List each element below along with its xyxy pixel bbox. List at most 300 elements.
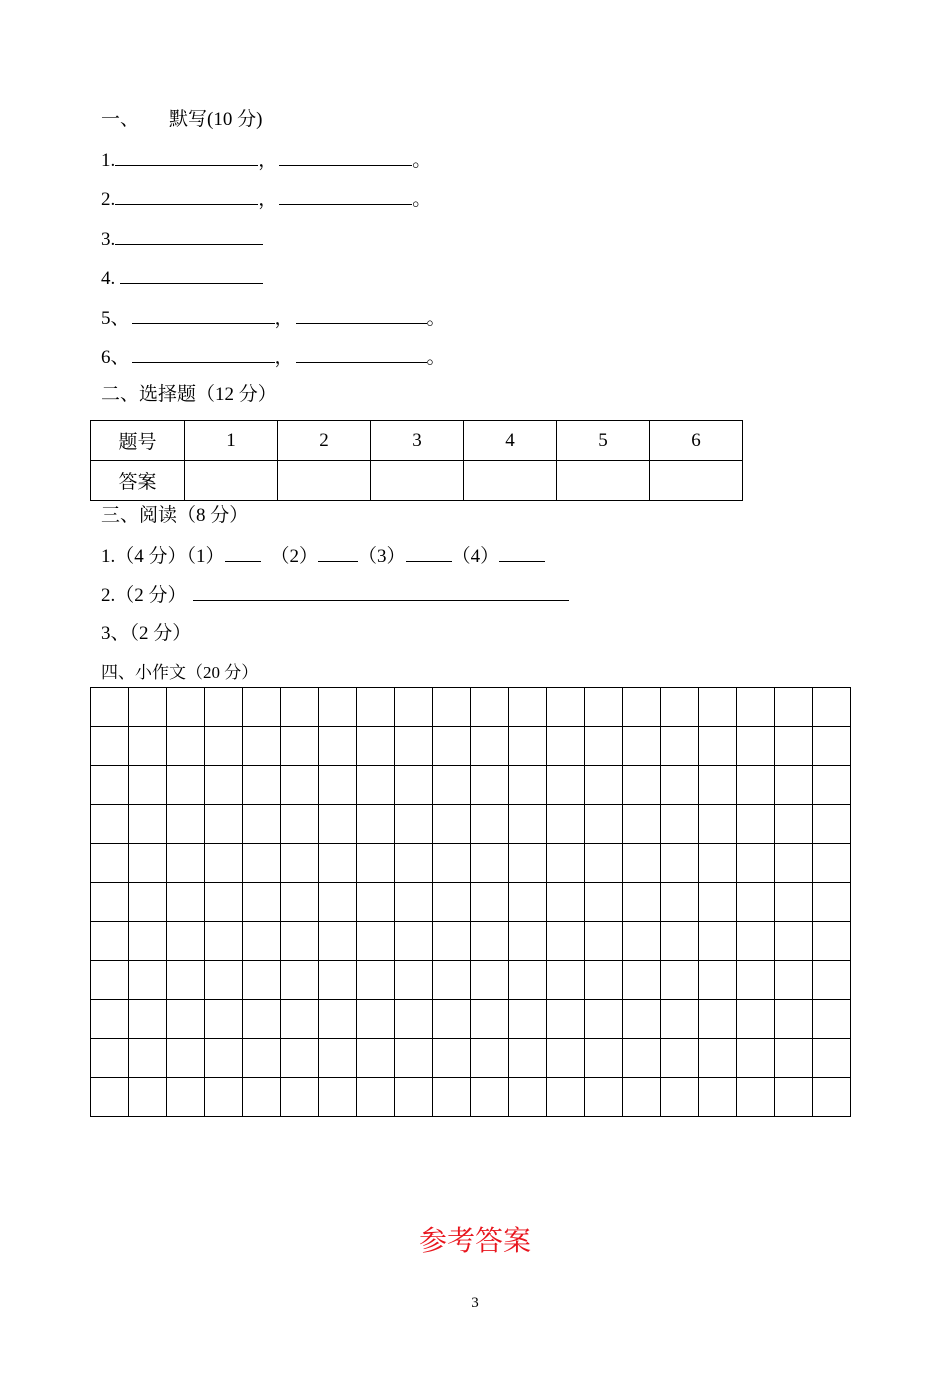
grid-cell[interactable]: [661, 883, 699, 922]
grid-cell[interactable]: [167, 922, 205, 961]
grid-cell[interactable]: [205, 961, 243, 1000]
grid-cell[interactable]: [167, 766, 205, 805]
grid-cell[interactable]: [661, 844, 699, 883]
grid-cell[interactable]: [395, 766, 433, 805]
grid-cell[interactable]: [661, 727, 699, 766]
grid-cell[interactable]: [775, 805, 813, 844]
answer-blank[interactable]: [132, 346, 275, 363]
grid-cell[interactable]: [775, 766, 813, 805]
grid-cell[interactable]: [623, 688, 661, 727]
grid-cell[interactable]: [395, 883, 433, 922]
grid-cell[interactable]: [775, 1039, 813, 1078]
grid-cell[interactable]: [585, 766, 623, 805]
grid-cell[interactable]: [243, 844, 281, 883]
dictation-item-4: [101, 267, 263, 290]
grid-cell[interactable]: [167, 1000, 205, 1039]
grid-cell[interactable]: [129, 805, 167, 844]
answer-blank[interactable]: [115, 149, 258, 166]
grid-cell[interactable]: [395, 961, 433, 1000]
grid-cell[interactable]: [319, 961, 357, 1000]
grid-cell[interactable]: [129, 883, 167, 922]
question-number: 1: [185, 421, 278, 461]
end-mark: 。: [426, 308, 446, 329]
section1-heading: [101, 109, 262, 131]
grid-cell[interactable]: [509, 1039, 547, 1078]
grid-cell[interactable]: [471, 727, 509, 766]
grid-cell[interactable]: [585, 805, 623, 844]
grid-cell[interactable]: [205, 688, 243, 727]
grid-cell[interactable]: [433, 1078, 471, 1117]
grid-cell[interactable]: [319, 1000, 357, 1039]
grid-cell[interactable]: [509, 688, 547, 727]
grid-cell[interactable]: [205, 1039, 243, 1078]
grid-cell[interactable]: [433, 844, 471, 883]
grid-cell[interactable]: [471, 1078, 509, 1117]
grid-cell[interactable]: [395, 1078, 433, 1117]
answer-blank[interactable]: [193, 584, 569, 601]
grid-cell[interactable]: [509, 844, 547, 883]
grid-cell[interactable]: [281, 1078, 319, 1117]
section2-heading: 二、选择题（12 分）: [101, 384, 277, 405]
section1-heading-title: 默写(10 分): [169, 109, 263, 130]
answer-blank[interactable]: [296, 307, 427, 324]
grid-cell[interactable]: [281, 805, 319, 844]
answer-blank[interactable]: [279, 188, 412, 205]
grid-cell[interactable]: [737, 1000, 775, 1039]
answer-blank[interactable]: [499, 545, 545, 562]
grid-cell[interactable]: [547, 922, 585, 961]
question-number-row: [91, 421, 743, 461]
grid-cell[interactable]: [357, 883, 395, 922]
question-number: 3: [371, 421, 464, 461]
answer-blank[interactable]: [318, 545, 358, 562]
grid-cell[interactable]: [205, 727, 243, 766]
question-number: 2: [278, 421, 371, 461]
question-label: 1.（4 分）: [101, 546, 187, 567]
grid-cell[interactable]: [623, 805, 661, 844]
grid-cell[interactable]: [281, 922, 319, 961]
grid-cell[interactable]: [661, 688, 699, 727]
answer-blank[interactable]: [225, 545, 261, 562]
grid-cell[interactable]: [91, 1000, 129, 1039]
grid-row: [91, 688, 851, 727]
grid-cell[interactable]: [471, 844, 509, 883]
answer-cell[interactable]: [371, 461, 464, 501]
grid-cell[interactable]: [813, 844, 851, 883]
grid-cell[interactable]: [775, 1000, 813, 1039]
grid-cell[interactable]: [395, 1039, 433, 1078]
grid-cell[interactable]: [281, 961, 319, 1000]
grid-cell[interactable]: [813, 922, 851, 961]
question-number-header: 题号: [91, 421, 185, 461]
grid-cell[interactable]: [699, 961, 737, 1000]
section3-heading: 三、阅读（8 分）: [101, 505, 249, 526]
grid-cell[interactable]: [357, 805, 395, 844]
grid-cell[interactable]: [129, 1000, 167, 1039]
grid-cell[interactable]: [91, 805, 129, 844]
grid-cell[interactable]: [699, 883, 737, 922]
dictation-item-3: [101, 228, 263, 251]
grid-cell[interactable]: [737, 961, 775, 1000]
grid-cell[interactable]: [433, 805, 471, 844]
item-label: 1.: [101, 150, 116, 171]
grid-cell[interactable]: [813, 1000, 851, 1039]
grid-cell[interactable]: [547, 1000, 585, 1039]
grid-cell[interactable]: [813, 727, 851, 766]
grid-cell[interactable]: [319, 1078, 357, 1117]
part-label: （2）: [270, 546, 319, 567]
reading-question-1: [101, 545, 545, 568]
dictation-item-2: [101, 188, 431, 211]
answer-row: [91, 461, 743, 501]
grid-cell[interactable]: [585, 1039, 623, 1078]
grid-cell[interactable]: [357, 688, 395, 727]
grid-cell[interactable]: [357, 922, 395, 961]
grid-cell[interactable]: [585, 844, 623, 883]
grid-cell[interactable]: [433, 688, 471, 727]
grid-cell[interactable]: [357, 1078, 395, 1117]
grid-cell[interactable]: [509, 961, 547, 1000]
item-label: 2.: [101, 189, 116, 210]
grid-cell[interactable]: [319, 883, 357, 922]
question-number: 5: [557, 421, 650, 461]
grid-cell[interactable]: [129, 922, 167, 961]
grid-cell[interactable]: [737, 805, 775, 844]
answer-cell[interactable]: [185, 461, 278, 501]
grid-cell[interactable]: [775, 1078, 813, 1117]
grid-cell[interactable]: [813, 883, 851, 922]
part-label: （4）: [451, 546, 500, 567]
grid-cell[interactable]: [585, 727, 623, 766]
answer-key-title: 参考答案: [418, 1226, 531, 1257]
grid-cell[interactable]: [205, 922, 243, 961]
grid-cell[interactable]: [319, 688, 357, 727]
grid-cell[interactable]: [129, 1039, 167, 1078]
end-mark: 。: [412, 150, 432, 171]
grid-cell[interactable]: [91, 688, 129, 727]
grid-cell[interactable]: [281, 883, 319, 922]
separator: ，: [258, 150, 278, 171]
grid-cell[interactable]: [471, 1039, 509, 1078]
grid-cell[interactable]: [205, 1078, 243, 1117]
grid-cell[interactable]: [91, 727, 129, 766]
grid-cell[interactable]: [509, 805, 547, 844]
grid-cell[interactable]: [357, 1039, 395, 1078]
grid-cell[interactable]: [471, 883, 509, 922]
grid-cell[interactable]: [91, 844, 129, 883]
grid-cell[interactable]: [813, 766, 851, 805]
page-number: 3: [471, 1295, 479, 1311]
separator: ，: [274, 308, 294, 329]
section4-heading: 四、小作文（20 分）: [101, 663, 259, 682]
answer-cell[interactable]: [557, 461, 650, 501]
grid-cell[interactable]: [129, 1078, 167, 1117]
grid-cell[interactable]: [91, 961, 129, 1000]
dictation-item-6: [101, 346, 446, 369]
grid-cell[interactable]: [243, 727, 281, 766]
grid-cell[interactable]: [737, 883, 775, 922]
grid-cell[interactable]: [775, 727, 813, 766]
grid-cell[interactable]: [509, 883, 547, 922]
grid-cell[interactable]: [471, 766, 509, 805]
grid-cell[interactable]: [737, 766, 775, 805]
grid-cell[interactable]: [395, 844, 433, 883]
grid-cell[interactable]: [775, 844, 813, 883]
dictation-item-1: [101, 149, 431, 172]
grid-cell[interactable]: [433, 883, 471, 922]
grid-row: [91, 1000, 851, 1039]
grid-cell[interactable]: [91, 766, 129, 805]
reading-question-2: [101, 584, 569, 607]
grid-cell[interactable]: [319, 766, 357, 805]
grid-row: [91, 922, 851, 961]
grid-cell[interactable]: [699, 922, 737, 961]
item-label: 6、: [101, 347, 130, 368]
grid-cell[interactable]: [547, 1078, 585, 1117]
grid-cell[interactable]: [205, 844, 243, 883]
grid-cell[interactable]: [243, 883, 281, 922]
grid-row: [91, 1039, 851, 1078]
composition-grid[interactable]: [90, 687, 851, 1117]
grid-cell[interactable]: [699, 688, 737, 727]
grid-cell[interactable]: [661, 961, 699, 1000]
section1-heading-num: 一、: [101, 109, 140, 130]
grid-cell[interactable]: [471, 922, 509, 961]
grid-cell[interactable]: [737, 844, 775, 883]
grid-cell[interactable]: [319, 805, 357, 844]
grid-cell[interactable]: [395, 1000, 433, 1039]
grid-cell[interactable]: [699, 1039, 737, 1078]
grid-cell[interactable]: [585, 922, 623, 961]
grid-cell[interactable]: [91, 922, 129, 961]
grid-cell[interactable]: [357, 766, 395, 805]
grid-cell[interactable]: [357, 727, 395, 766]
end-mark: 。: [412, 189, 432, 210]
grid-cell[interactable]: [167, 961, 205, 1000]
grid-row: [91, 727, 851, 766]
grid-cell[interactable]: [813, 805, 851, 844]
grid-cell[interactable]: [623, 727, 661, 766]
grid-cell[interactable]: [433, 961, 471, 1000]
grid-cell[interactable]: [167, 727, 205, 766]
grid-cell[interactable]: [205, 766, 243, 805]
grid-cell[interactable]: [395, 805, 433, 844]
grid-cell[interactable]: [433, 1039, 471, 1078]
grid-cell[interactable]: [547, 766, 585, 805]
grid-cell[interactable]: [813, 961, 851, 1000]
answer-cell[interactable]: [650, 461, 743, 501]
grid-cell[interactable]: [623, 1000, 661, 1039]
grid-cell[interactable]: [623, 883, 661, 922]
grid-cell[interactable]: [585, 1078, 623, 1117]
grid-row: [91, 766, 851, 805]
grid-cell[interactable]: [129, 844, 167, 883]
grid-cell[interactable]: [281, 727, 319, 766]
answer-header: 答案: [91, 461, 185, 501]
grid-row: [91, 961, 851, 1000]
grid-cell[interactable]: [661, 1039, 699, 1078]
grid-cell[interactable]: [661, 1000, 699, 1039]
grid-cell[interactable]: [547, 805, 585, 844]
grid-cell[interactable]: [129, 766, 167, 805]
separator: ，: [258, 189, 278, 210]
grid-cell[interactable]: [775, 883, 813, 922]
grid-row: [91, 883, 851, 922]
grid-row: [91, 844, 851, 883]
grid-cell[interactable]: [357, 1000, 395, 1039]
grid-cell[interactable]: [661, 1078, 699, 1117]
grid-cell[interactable]: [471, 688, 509, 727]
grid-cell[interactable]: [661, 805, 699, 844]
grid-cell[interactable]: [167, 883, 205, 922]
grid-cell[interactable]: [585, 688, 623, 727]
grid-cell[interactable]: [281, 766, 319, 805]
grid-cell[interactable]: [699, 766, 737, 805]
grid-cell[interactable]: [395, 922, 433, 961]
grid-cell[interactable]: [775, 922, 813, 961]
grid-cell[interactable]: [167, 805, 205, 844]
grid-cell[interactable]: [737, 727, 775, 766]
grid-cell[interactable]: [737, 688, 775, 727]
grid-cell[interactable]: [737, 922, 775, 961]
answer-cell[interactable]: [278, 461, 371, 501]
answer-cell[interactable]: [464, 461, 557, 501]
grid-cell[interactable]: [471, 805, 509, 844]
grid-cell[interactable]: [623, 1078, 661, 1117]
answer-blank[interactable]: [120, 267, 263, 284]
grid-cell[interactable]: [699, 1078, 737, 1117]
grid-cell[interactable]: [167, 1039, 205, 1078]
grid-cell[interactable]: [129, 961, 167, 1000]
grid-cell[interactable]: [623, 844, 661, 883]
grid-cell[interactable]: [319, 1039, 357, 1078]
grid-cell[interactable]: [547, 1039, 585, 1078]
grid-cell[interactable]: [509, 922, 547, 961]
grid-cell[interactable]: [547, 844, 585, 883]
grid-cell[interactable]: [585, 961, 623, 1000]
grid-cell[interactable]: [585, 883, 623, 922]
answer-blank[interactable]: [279, 149, 412, 166]
grid-cell[interactable]: [129, 688, 167, 727]
answer-blank[interactable]: [296, 346, 427, 363]
grid-cell[interactable]: [547, 883, 585, 922]
grid-cell[interactable]: [319, 922, 357, 961]
grid-cell[interactable]: [509, 766, 547, 805]
answer-blank[interactable]: [115, 188, 258, 205]
grid-cell[interactable]: [281, 844, 319, 883]
grid-cell[interactable]: [471, 961, 509, 1000]
grid-cell[interactable]: [737, 1039, 775, 1078]
grid-cell[interactable]: [585, 1000, 623, 1039]
grid-cell[interactable]: [319, 844, 357, 883]
question-number: 4: [464, 421, 557, 461]
grid-cell[interactable]: [509, 1000, 547, 1039]
grid-cell[interactable]: [813, 688, 851, 727]
part-label: （3）: [358, 546, 406, 567]
grid-cell[interactable]: [699, 805, 737, 844]
grid-cell[interactable]: [509, 727, 547, 766]
answer-blank[interactable]: [132, 307, 275, 324]
grid-cell[interactable]: [91, 1039, 129, 1078]
grid-cell[interactable]: [205, 883, 243, 922]
separator: ，: [274, 347, 294, 368]
grid-cell[interactable]: [167, 688, 205, 727]
grid-cell[interactable]: [623, 766, 661, 805]
grid-row: [91, 805, 851, 844]
grid-cell[interactable]: [509, 1078, 547, 1117]
grid-cell[interactable]: [243, 688, 281, 727]
grid-row: [91, 1078, 851, 1117]
grid-cell[interactable]: [699, 844, 737, 883]
grid-cell[interactable]: [205, 805, 243, 844]
grid-cell[interactable]: [243, 1039, 281, 1078]
grid-cell[interactable]: [357, 961, 395, 1000]
answer-blank[interactable]: [406, 545, 452, 562]
grid-cell[interactable]: [281, 1000, 319, 1039]
reading-question-3: 3、（2 分）: [101, 623, 192, 644]
grid-cell[interactable]: [243, 766, 281, 805]
grid-cell[interactable]: [547, 727, 585, 766]
grid-cell[interactable]: [167, 1078, 205, 1117]
grid-cell[interactable]: [243, 961, 281, 1000]
grid-cell[interactable]: [737, 1078, 775, 1117]
grid-cell[interactable]: [281, 1039, 319, 1078]
grid-cell[interactable]: [319, 727, 357, 766]
multiple-choice-answer-table: [90, 420, 743, 501]
grid-cell[interactable]: [699, 1000, 737, 1039]
dictation-item-5: [101, 307, 446, 330]
grid-cell[interactable]: [547, 688, 585, 727]
grid-cell[interactable]: [357, 844, 395, 883]
grid-cell[interactable]: [243, 1000, 281, 1039]
grid-cell[interactable]: [661, 922, 699, 961]
grid-cell[interactable]: [699, 727, 737, 766]
grid-cell[interactable]: [623, 961, 661, 1000]
grid-cell[interactable]: [623, 1039, 661, 1078]
grid-cell[interactable]: [547, 961, 585, 1000]
grid-cell[interactable]: [813, 1078, 851, 1117]
grid-cell[interactable]: [167, 844, 205, 883]
grid-cell[interactable]: [243, 1078, 281, 1117]
grid-cell[interactable]: [623, 922, 661, 961]
grid-cell[interactable]: [775, 961, 813, 1000]
grid-cell[interactable]: [281, 688, 319, 727]
answer-blank[interactable]: [115, 228, 263, 245]
question-label: 2.（2 分）: [101, 585, 187, 606]
grid-cell[interactable]: [205, 1000, 243, 1039]
grid-cell[interactable]: [775, 688, 813, 727]
part-label: （1）: [186, 546, 225, 567]
grid-cell[interactable]: [129, 727, 167, 766]
item-label: 5、: [101, 308, 130, 329]
grid-cell[interactable]: [813, 1039, 851, 1078]
item-label: 4.: [101, 268, 120, 289]
end-mark: 。: [426, 347, 446, 368]
grid-cell[interactable]: [243, 922, 281, 961]
grid-cell[interactable]: [471, 1000, 509, 1039]
grid-cell[interactable]: [433, 727, 471, 766]
grid-cell[interactable]: [433, 766, 471, 805]
grid-cell[interactable]: [91, 883, 129, 922]
item-label: 3.: [101, 229, 116, 250]
grid-cell[interactable]: [395, 688, 433, 727]
grid-cell[interactable]: [395, 727, 433, 766]
grid-cell[interactable]: [243, 805, 281, 844]
grid-cell[interactable]: [433, 1000, 471, 1039]
grid-cell[interactable]: [661, 766, 699, 805]
grid-cell[interactable]: [433, 922, 471, 961]
grid-cell[interactable]: [91, 1078, 129, 1117]
